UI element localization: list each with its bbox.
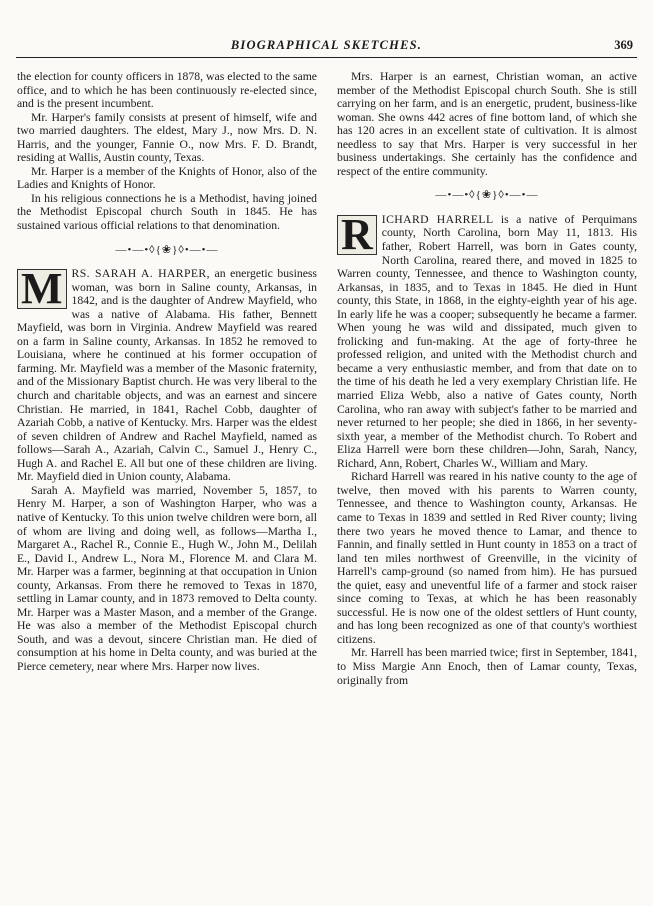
page-number: 369 [614,38,633,52]
right-column [337,70,637,687]
section-ornament: —•—•◊{❀}◊•—•— [435,189,539,202]
paragraph: In his religious connections he is a Methodist, having joined the Methodist Episcopal church South in 1845. He has sustained various official relations to that denomination. [17,191,317,233]
page-header [0,38,653,56]
drop-cap: R [337,215,377,255]
paragraph: Sarah A. Mayfield was married, November 5, 1857, to Henry M. Harper, a son of Washington Harper, who was a native of Kentucky. To this union twelve children were born, all of whom are living and doing well, as follows—Martha I., Margaret A., Rachel R., Connie E., Hugh W., John M., Delilah E., David I., Andrew L., Nora M., Florence M. and Clara M. Mr. Harper was a farmer, beginning at that occupation in Union county, Arkansas. From there he removed to Texas in 1870, settling in Lamar county, and in 1873 removed to Delta county. Mr. Harper was a Master Mason, and a member of the Grange. He was also a member of the Methodist Episcopal church South, and was a devout, sincere Christian man. He died of consumption at his home in Delta county, and was buried at the Pierce cemetery, near where Mrs. Harper now lives. [17,483,317,673]
paragraph: Mrs. Harper is an earnest, Christian woman, an active member of the Methodist Episcopal church South. She is still carrying on her farm, and is an energetic, prudent, business-like woman. She owns 442 acres of fine bottom land, of which she has 120 acres in an excellent state of cultivation. It is almost needless to say that Mrs. Harper is very successful in her business undertakings. She certainly has the confidence and respect of the entire community. [337,70,637,178]
biography-entry-sarah-harper [17,264,317,673]
entry-lead-text: an energetic business woman, was born in Saline county, Arkansas, in 1842, and is the daughter of Andrew Mayfield, who was a native of Alabama. His father, Bennett Mayfield, was born in Virginia. Andrew Mayfield was reared on a farm in Saline county, Arkansas. In 1852 he removed to Louisiana, where he continued at his former occupation of farming. Mr. Mayfield was a member of the Masonic fraternity, and of the Missionary Baptist church. He was very liberal to the church and charitable objects, and was an earnest and sincere Christian. He married, in 1841, Rachel Cobb, daughter of Azariah Cobb, a native of Kentucky. Mrs. Harper was the eldest of seven children of Andrew and Rachel Mayfield, named as follows—Sarah A., Azariah, Calvin C., Samuel J., Henry C., Hugh A. and Rachel E. All but one of these children are living. Mr. Mayfield died in Union county, Alabama. [17,267,317,484]
running-title: BIOGRAPHICAL SKETCHES. [230,38,423,52]
biography-entry-richard-harrell [337,209,637,687]
section-ornament: —•—•◊{❀}◊•—•— [115,243,219,256]
drop-cap: M [17,269,67,309]
header-rule [16,57,637,58]
continued-paragraph: the election for county officers in 1878, was elected to the same office, and to which he has been continuously re-elected since, and is the present incumbent. [17,70,317,111]
entry-lead-text: is a native of Perquimans county, North Carolina, born May 11, 1813. His father, Robert Harrell, was born in Gates county, North Carolina, reared there, and moved in 1825 to Warren county, Tennessee, and thence to Washington county, Arkansas, in 1835, and to Texas in 1845. He died in Hunt county, this State, in 1868, in the eighty-eighth year of his age. In early life he was a cooper; subsequently he became a farmer. When young he was wild and dissipated, much given to frolicking and fun-making. At the age of forty-three he professed religion, and united with the Methodist church and became a very enthusiastic member, and from that date on to the time of his death he led a very exemplary Christian life. He married Eliza Webb, also a native of Gates county, North Carolina, who ran away with subject's father to be married and never returned to her people; she died in 1866, in her seventy-sixth year, a member of the Methodist church. To Robert and Eliza Harrell were born these children—John, Sarah, Nancy, Richard, Ann, Robert, Charles W., William and Mary. [337,212,637,470]
paragraph: Mr. Harper is a member of the Knights of Honor, also of the Ladies and Knights of Honor. [17,164,317,192]
entry-lead-paragraph [337,209,637,470]
left-column [17,70,317,674]
entry-heading: RS. SARAH A. HARPER, [71,267,210,281]
paragraph: Richard Harrell was reared in his native county to the age of twelve, then moved with his parents to Warren county, Tennessee, and thence to Washington county, Arkansas. He came to Texas in 1839 and settled in Red River county; living there two years he moved thence to Lamar, and thence to Fannin, and finally settled in Hunt county in 1853 on a tract of land ten miles northwest of Greenville, in the vicinity of Harrell's camp-ground (so named from him). He has pursued the quiet, easy and uneventful life of a farmer and stock raiser since coming to Texas, at which he has been reasonably successful. He is now one of the oldest settlers of Hunt county, and has long been recognized as one of that county's worthiest citizens. [337,470,637,646]
paragraph: Mr. Harrell has been married twice; first in September, 1841, to Miss Margie Ann Enoch, then of Lamar county, Texas, originally from [337,646,637,687]
paragraph: Mr. Harper's family consists at present of himself, wife and two married daughters. The eldest, Mary J., now Mrs. D. N. Harris, and the younger, Fannie O., now Mrs. F. D. Brandt, residing at Wallis, Austin county, Texas. [17,110,317,165]
entry-lead-paragraph [17,264,317,484]
entry-heading: ICHARD HARRELL [381,212,494,226]
